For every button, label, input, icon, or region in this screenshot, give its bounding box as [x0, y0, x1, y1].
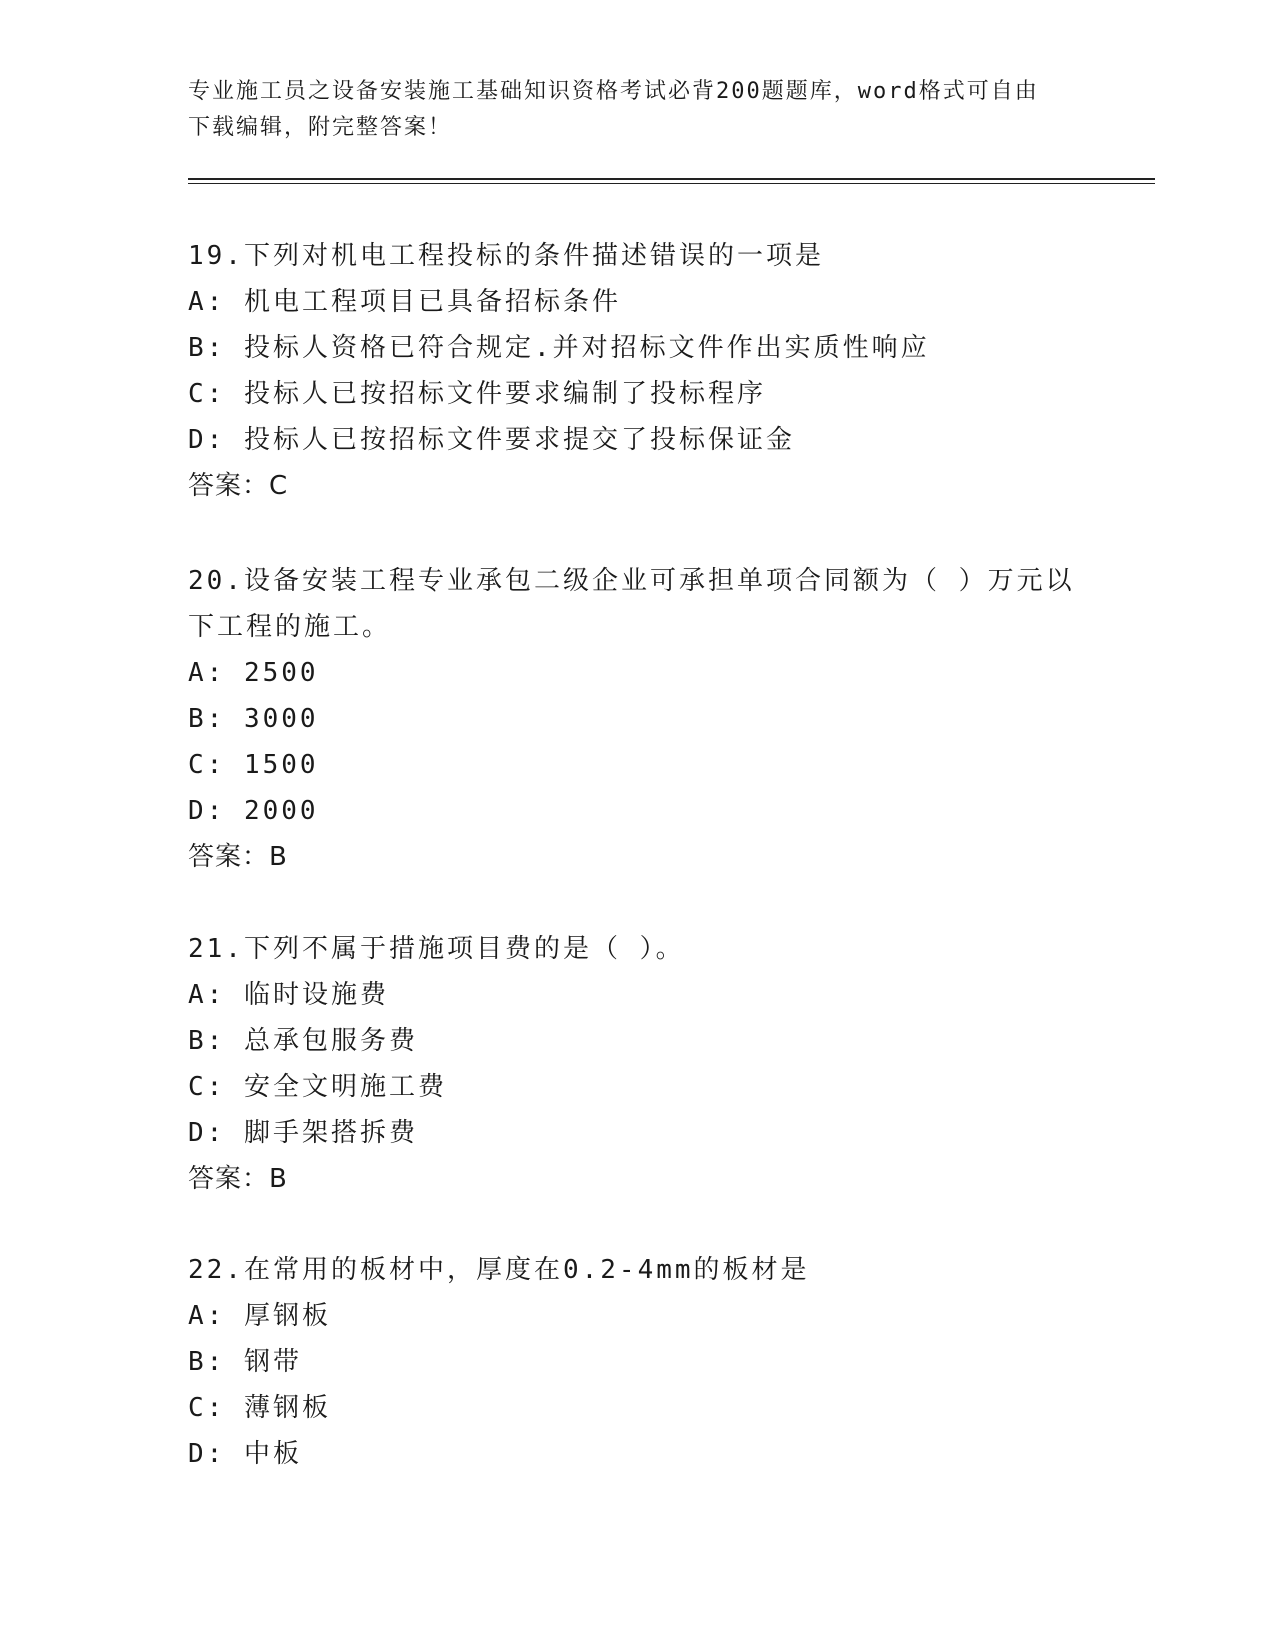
question-stem: 20.设备安装工程专业承包二级企业可承担单项合同额为（ ）万元以	[188, 566, 1075, 596]
option-b: B: 总承包服务费	[188, 1026, 418, 1056]
document-header	[188, 74, 1068, 146]
header-divider-thick	[188, 178, 1155, 180]
question-22	[188, 1247, 1088, 1477]
option-a: A: 2500	[188, 658, 319, 688]
header-divider-thin	[188, 183, 1155, 184]
question-21	[188, 926, 1088, 1202]
option-d: D: 投标人已按招标文件要求提交了投标保证金	[188, 425, 795, 455]
answer-line: 答案：B	[188, 1164, 288, 1194]
question-stem: 22.在常用的板材中，厚度在0.2-4mm的板材是	[188, 1255, 810, 1285]
option-d: D: 脚手架搭拆费	[188, 1118, 418, 1148]
option-c: C: 薄钢板	[188, 1393, 331, 1423]
option-c: C: 投标人已按招标文件要求编制了投标程序	[188, 379, 766, 409]
question-stem: 21.下列不属于措施项目费的是（ ）。	[188, 934, 685, 964]
question-20	[188, 558, 1088, 880]
question-19	[188, 233, 1088, 509]
option-d: D: 中板	[188, 1439, 302, 1469]
option-a: A: 厚钢板	[188, 1301, 331, 1331]
option-c: C: 1500	[188, 750, 319, 780]
option-c: C: 安全文明施工费	[188, 1072, 447, 1102]
option-a: A: 临时设施费	[188, 980, 389, 1010]
answer-line: 答案：B	[188, 842, 288, 872]
question-stem-continued: 下工程的施工。	[188, 612, 392, 642]
option-d: D: 2000	[188, 796, 319, 826]
header-line-1: 专业施工员之设备安装施工基础知识资格考试必背200题题库，word格式可自由	[188, 79, 1039, 104]
option-b: B: 钢带	[188, 1347, 302, 1377]
option-b: B: 投标人资格已符合规定.并对招标文件作出实质性响应	[188, 333, 930, 363]
option-b: B: 3000	[188, 704, 319, 734]
question-stem: 19.下列对机电工程投标的条件描述错误的一项是	[188, 241, 824, 271]
option-a: A: 机电工程项目已具备招标条件	[188, 287, 621, 317]
answer-line: 答案：C	[188, 471, 289, 501]
header-line-2: 下载编辑，附完整答案！	[188, 115, 453, 140]
